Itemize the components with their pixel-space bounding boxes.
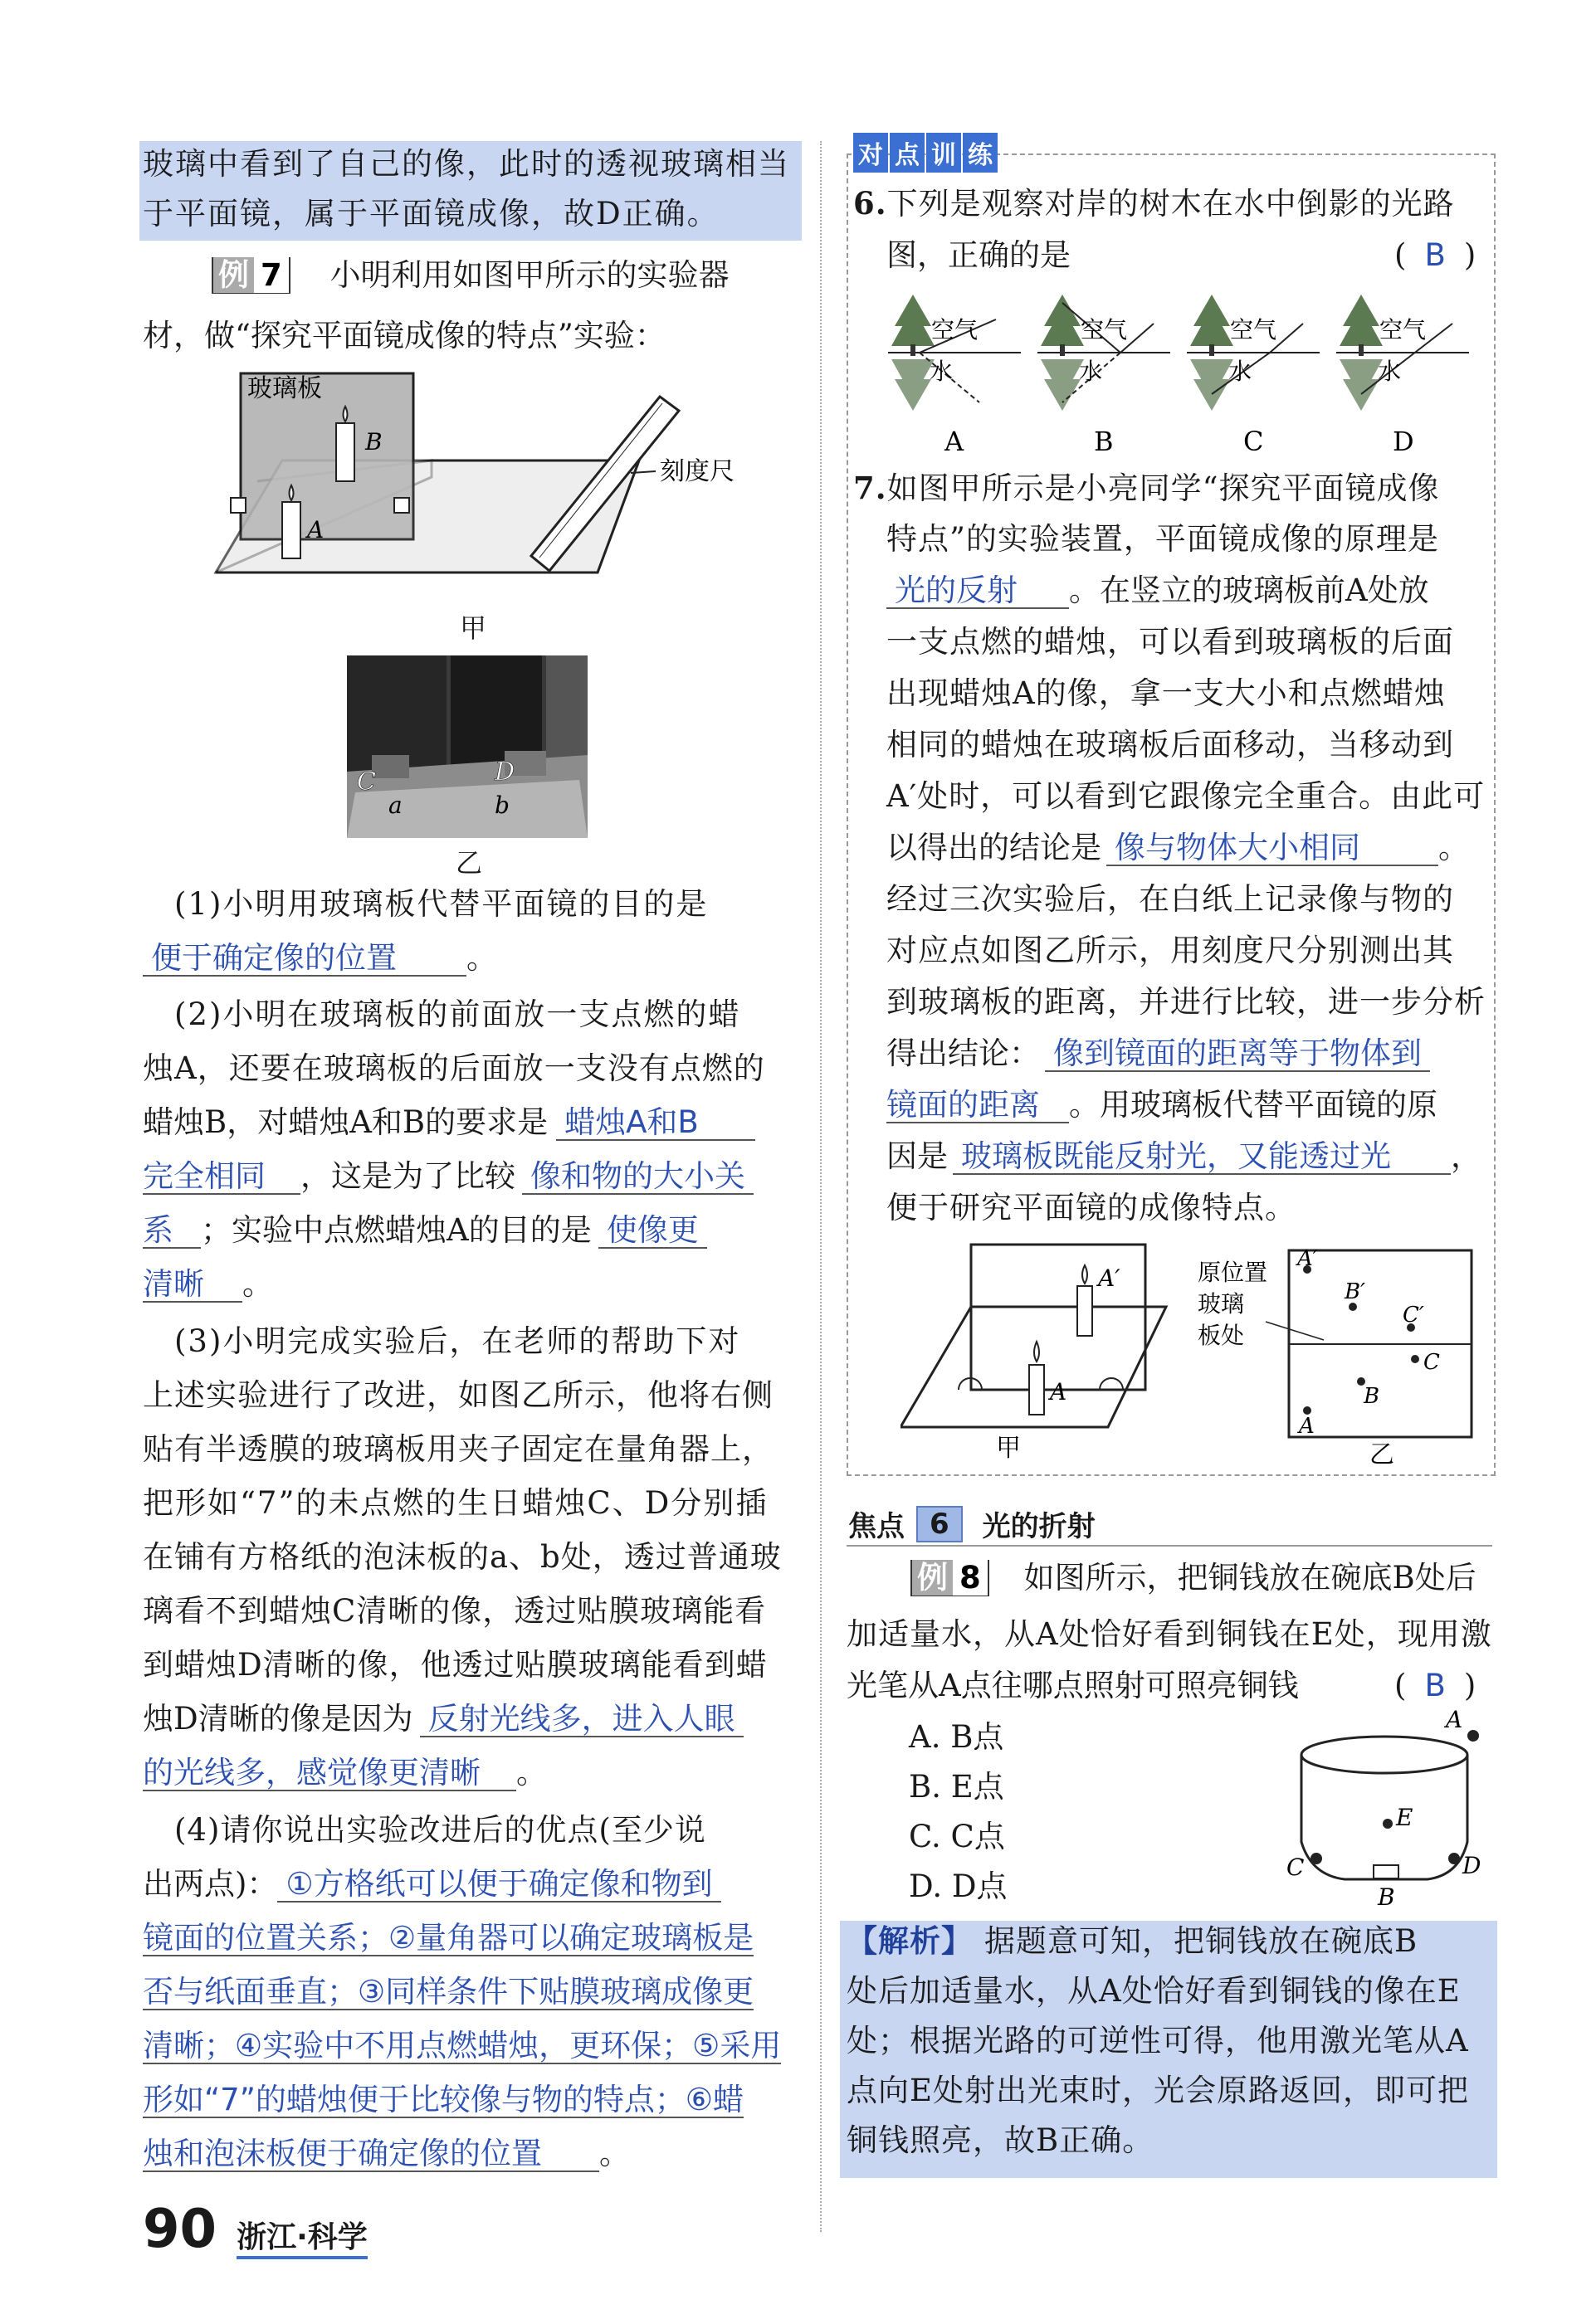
section-tag: 对 点 训 练	[853, 133, 998, 173]
svg-text:C: C	[1243, 426, 1264, 456]
q6-answer-bracket: ( B )	[1394, 237, 1476, 273]
q3-answer-a: 反射光线多，进入人眼	[420, 1703, 744, 1737]
svg-text:B: B	[1094, 426, 1114, 456]
analysis-tag: 【解析】	[847, 1923, 973, 1959]
label-ruler: 刻度尺	[660, 457, 735, 486]
bowl-figure	[1286, 1709, 1490, 1908]
q3-line-4: 把形如“7”的未点燃的生日蜡烛C、D分别插	[143, 1485, 769, 1521]
analysis-line-3: 处；根据光路的可逆性可得，他用激光笔从A	[847, 2023, 1469, 2058]
q7-line-10: 对应点如图乙所示，用刻度尺分别测出其	[886, 933, 1454, 968]
q2-line-3: 蜡烛B，对蜡烛A和B的要求是 蜡烛A和B	[143, 1106, 755, 1141]
label-B: B	[365, 428, 383, 456]
analysis-line-2: 处后加适量水，从A处恰好看到铜钱的像在E	[847, 1973, 1461, 2009]
column-divider	[820, 141, 822, 2232]
svg-text:B: B	[1378, 1883, 1395, 1908]
svg-text:水: 水	[1228, 358, 1252, 385]
q7-line-13: 镜面的距离 。用玻璃板代替平面镜的原	[886, 1087, 1437, 1123]
svg-text:E: E	[1396, 1804, 1413, 1831]
q7-answer-3a: 像到镜面的距离等于物体到	[1045, 1037, 1430, 1072]
label-A: A	[307, 516, 325, 543]
example-8-line-3: 光笔从A点往哪点照射可照亮铜钱	[847, 1668, 1299, 1703]
q3-line-7: 到蜡烛D清晰的像，他透过贴膜玻璃能看到蜡	[143, 1647, 768, 1683]
svg-text:B′: B′	[1345, 1279, 1366, 1304]
svg-text:A′: A′	[1098, 1264, 1120, 1292]
q7-answer-4: 玻璃板既能反射光，又能透过光	[953, 1140, 1451, 1175]
focus-number: 6	[916, 1506, 963, 1542]
q2-answer-1a: 蜡烛A和B	[556, 1106, 755, 1141]
q7-line-11: 到玻璃板的距离，并进行比较，进一步分析	[886, 984, 1486, 1020]
q7-line-12: 得出结论： 像到镜面的距离等于物体到	[886, 1037, 1430, 1072]
svg-text:A′: A′	[1297, 1246, 1318, 1271]
caption-jia: 甲	[459, 612, 486, 644]
svg-text:B: B	[1364, 1384, 1380, 1409]
q4-answer-a: ①方格纸可以便于确定像和物到	[277, 1868, 720, 1903]
option-figure-B	[1037, 295, 1170, 456]
option-A: A. B点	[909, 1719, 1004, 1755]
option-figure-C	[1187, 295, 1320, 456]
footer-title: 浙江·科学	[237, 2214, 368, 2259]
caption-yi: 乙	[455, 847, 482, 879]
q3-line-6: 璃看不到蜡烛C清晰的像，透过贴膜玻璃能看	[143, 1593, 767, 1629]
page-number: 90	[143, 2199, 217, 2260]
q3-line-5: 在铺有方格纸的泡沫板的a、b处，透过普通玻	[143, 1539, 782, 1575]
q7-line-2: 特点”的实验装置，平面镜成像的原理是	[886, 521, 1439, 557]
label-C: C	[357, 767, 376, 797]
q7-line-4: 一支点燃的蜡烛，可以看到玻璃板的后面	[886, 624, 1454, 660]
label-a: a	[388, 792, 403, 819]
q4-answer-line-4: 形如“7”的蜡烛便于比较像与物的特点；⑥蜡	[143, 2082, 744, 2117]
q3-line-3: 贴有半透膜的玻璃板用夹子固定在量角器上，	[143, 1431, 774, 1467]
q7-line-8: 以得出的结论是 像与物体大小相同 。	[886, 830, 1469, 865]
intro-line-1: 玻璃中看到了自己的像，此时的透视玻璃相当	[143, 146, 790, 182]
q7-line-9: 经过三次实验后，在白纸上记录像与物的	[886, 881, 1454, 917]
option-figure-A	[888, 295, 1021, 456]
figure-yi-photo	[347, 655, 588, 838]
q4-line-1: (4)请你说出实验改进后的优点(至少说	[174, 1812, 706, 1848]
q2-line-5: 系 ；实验中点燃蜡烛A的目的是 使像更	[143, 1214, 707, 1249]
q6-option-figures	[880, 286, 1486, 456]
q6-line-1: 6.下列是观察对岸的树木在水中倒影的光路	[853, 185, 1455, 222]
example-tag: 例 7	[212, 257, 290, 294]
svg-text:A: A	[1299, 1414, 1315, 1439]
example-8-line-2: 加适量水，从A处恰好看到铜钱在E处，现用激	[847, 1616, 1492, 1652]
svg-text:D: D	[1393, 426, 1414, 456]
option-C: C. C点	[909, 1819, 1005, 1854]
q7-line-14: 因是 玻璃板既能反射光，又能透过光 ，	[886, 1138, 1481, 1174]
label-b: b	[495, 792, 510, 819]
svg-text:空气: 空气	[1379, 316, 1427, 343]
q4-line-last: 烛和泡沫板便于确定像的位置 。	[143, 2136, 630, 2171]
q7-line-15: 便于研究平面镜的成像特点。	[886, 1190, 1296, 1225]
q2-line-4: 完全相同 ，这是为了比较 像和物的大小关	[143, 1160, 754, 1195]
q2-line-6: 清晰 。	[143, 1266, 273, 1302]
svg-text:原位置: 原位置	[1198, 1259, 1268, 1286]
option-D: D. D点	[909, 1868, 1008, 1904]
q7-line-3: 光的反射 。在竖立的玻璃板前A处放	[886, 574, 1429, 609]
example-7-line-1: 小明利用如图甲所示的实验器	[329, 257, 730, 293]
q4-answer-line-2: 否与纸面垂直；③同样条件下贴膜玻璃成像更	[143, 1974, 754, 2010]
svg-text:水: 水	[1378, 358, 1402, 385]
q7-answer-1: 光的反射	[886, 574, 1069, 609]
svg-text:水: 水	[930, 358, 954, 385]
example-7-line-2: 材，做“探究平面镜成像的特点”实验：	[143, 318, 666, 353]
label-glass: 玻璃板	[247, 374, 322, 403]
option-B: B. E点	[909, 1769, 1004, 1805]
q2-line-1: (2)小明在玻璃板的前面放一支点燃的蜡	[174, 996, 741, 1032]
q7-line-1: 7.如图甲所示是小亮同学“探究平面镜成像	[853, 470, 1440, 506]
svg-text:玻璃: 玻璃	[1198, 1290, 1245, 1318]
svg-text:A: A	[1446, 1709, 1463, 1733]
analysis-line-1: 【解析】 据题意可知，把铜钱放在碗底B	[847, 1923, 1418, 1959]
q2-line-2: 烛A，还要在玻璃板的后面放一支没有点燃的	[143, 1050, 765, 1086]
svg-text:甲: 甲	[996, 1434, 1021, 1463]
q3-line-9: 的光线多，感觉像更清晰 。	[143, 1755, 547, 1791]
svg-text:空气: 空气	[1230, 316, 1277, 343]
q4-answer-line-3: 清晰；④实验中不用点燃蜡烛，更环保；⑤采用	[143, 2028, 782, 2063]
q4-answer-line-1: 镜面的位置关系；②量角器可以确定玻璃板是	[143, 1920, 754, 1956]
q7-line-7: A′处时，可以看到它跟像完全重合。由此可	[886, 778, 1486, 814]
q3-answer-b: 的光线多，感觉像更清晰	[143, 1756, 516, 1791]
q1-text: (1)小明用玻璃板代替平面镜的目的是	[174, 886, 709, 922]
q6-answer: B	[1424, 237, 1446, 273]
analysis-line-5: 铜钱照亮，故B正确。	[847, 2122, 1154, 2158]
q2-answer-1b: 完全相同	[143, 1160, 300, 1195]
q7-line-5: 出现蜡烛A的像，拿一支大小和点燃蜡烛	[886, 675, 1446, 711]
svg-text:C′: C′	[1403, 1303, 1424, 1328]
q3-line-8: 烛D清晰的像是因为 反射光线多，进入人眼	[143, 1703, 744, 1737]
q1-answer-line: 便于确定像的位置 。	[143, 942, 497, 977]
q2-answer-3b: 清晰	[143, 1268, 242, 1303]
svg-text:C: C	[1423, 1350, 1440, 1375]
focus-heading: 焦点 6 光的折射	[848, 1507, 1096, 1543]
q4-line-2: 出两点)： ①方格纸可以便于确定像和物到	[143, 1868, 721, 1903]
q6-line-2: 图，正确的是	[886, 237, 1071, 273]
example-8-answer: B	[1424, 1668, 1446, 1703]
q7-line-6: 相同的蜡烛在玻璃板后面移动，当移动到	[886, 727, 1454, 762]
example-8-tag: 例 8	[910, 1560, 989, 1596]
example-8-answer-bracket: ( B )	[1394, 1668, 1476, 1703]
q3-line-2: 上述实验进行了改进，如图乙所示，他将右侧	[143, 1377, 774, 1413]
svg-text:C: C	[1286, 1854, 1305, 1881]
q7-figure-jia	[900, 1245, 1166, 1463]
q1-answer: 便于确定像的位置	[143, 942, 466, 977]
q3-line-1: (3)小明完成实验后，在老师的帮助下对	[174, 1323, 741, 1359]
option-figure-D	[1336, 295, 1469, 456]
svg-text:空气: 空气	[1081, 316, 1128, 343]
q7-answer-2: 像与物体大小相同	[1106, 831, 1438, 866]
q4-answer-last: 烛和泡沫板便于确定像的位置	[143, 2137, 599, 2172]
figure-jia	[207, 365, 764, 639]
q7-figure-yi	[1198, 1246, 1472, 1464]
q7-figures	[900, 1240, 1481, 1464]
svg-text:乙: 乙	[1369, 1440, 1394, 1464]
focus-underline	[847, 1545, 1492, 1547]
svg-text:板处: 板处	[1198, 1322, 1245, 1349]
page-footer	[143, 2199, 368, 2260]
analysis-line-4: 点向E处射出光束时，光会原路返回，即可把	[847, 2073, 1470, 2108]
svg-text:空气: 空气	[931, 316, 979, 343]
svg-text:水: 水	[1079, 358, 1103, 385]
q2-answer-2b: 系	[143, 1214, 201, 1249]
q2-answer-2a: 像和物的大小关	[522, 1160, 754, 1195]
svg-text:D: D	[1462, 1852, 1481, 1879]
q2-answer-3a: 使像更	[598, 1214, 707, 1249]
example-8-heading: 例 8 如图所示，把铜钱放在碗底B处后	[910, 1560, 1476, 1596]
q7-answer-3b: 镜面的距离	[886, 1089, 1069, 1123]
intro-line-2: 于平面镜，属于平面镜成像，故D正确。	[143, 196, 720, 231]
svg-text:A: A	[1050, 1378, 1067, 1406]
label-D: D	[495, 758, 515, 787]
svg-text:A: A	[944, 426, 964, 456]
example-7-heading	[212, 257, 730, 294]
